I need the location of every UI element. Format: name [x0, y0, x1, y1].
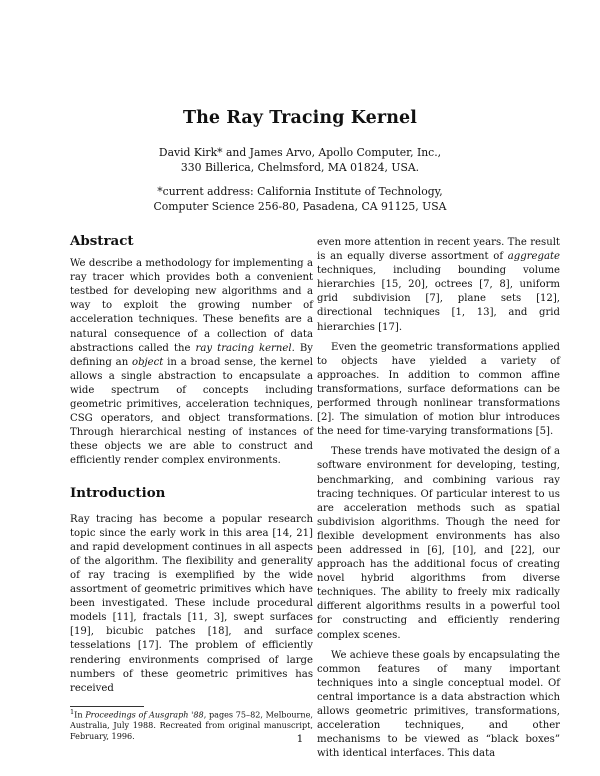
- footnote: $^1$In Proceedings of Ausgraph '88, pages 75–82, Melbourne, Australia, July 1988. Recreated from original manuscript, February, 1996.: [70, 707, 313, 741]
- intro-paragraph-3: These trends have motivated the design of a software environment for developing, testing, benchmarking, and combining various ray tracing techniques. Of particular interest to us are acceleration methods such as spatial subdivision algorithms. Though the need for flexible development environments has also been addressed in [6], [10], and [22], our approach has the additional focus of creating novel hybrid algorithms from diverse techniques. The ability to freely mix radically different algorithms results in a powerful tool for constructing and efficiently rendering complex scenes.: [317, 446, 560, 641]
- intro-paragraph-1: Ray tracing has become a popular research topic since the early work in this area [14, 21] and rapid development continues in all aspects of the algorithm. The flexibility and generality of ray tracing is exemplified by the wide assortment of geometric primitives which have been investigated. These include procedural models [11], fractals [11, 3], swept surfaces [19], bicubic patches [18], and surface tesselations [17]. The problem of efficiently rendering environments comprised of large numbers of these geometric primitives has received: [70, 513, 313, 694]
- intro-paragraph-4: We achieve these goals by encapsulating the common features of many important techniques into a single conceptual model. Of central importance is a data abstraction which allows geometric primitives, transformations, acceleration techniques, and other mechanisms to be viewed as “black boxes” with identical interfaces. This data: [317, 649, 560, 760]
- current-address-line-2: Computer Science 256-80, Pasadena, CA 91125, USA: [153, 199, 447, 213]
- right-column: [317, 236, 560, 761]
- intro-paragraph-2: Even the geometric transformations applied to objects have yielded a variety of approaches. In addition to common affine transformations, surface deformations can be performed through nonlinear transformations [2]. The simulation of motion blur introduces the need for time-varying transformations [5].: [317, 341, 560, 438]
- page-number: 1: [296, 733, 304, 745]
- introduction-heading: Introduction: [70, 484, 166, 501]
- author-names: David Kirk* and James Arvo, Apollo Computer, Inc.,: [158, 146, 442, 159]
- author-address: 330 Billerica, Chelmsford, MA 01824, USA.: [180, 160, 420, 174]
- current-address: *current address: California Institute of Technology,: [157, 185, 443, 198]
- abstract-text: We describe a methodology for implementing a ray tracer which provides both a convenient testbed for developing new algorithms and a way to exploit the growing number of acceleration techniques. These benefits are a natural consequence of a collection of data abstractions called the ray tracing kernel. By defining an object in a broad sense, the kernel allows a single abstraction to encapsulate a wide spectrum of concepts including geometric primitives, acceleration techniques, CSG operators, and object transformations. Through hierarchical nesting of instances of these objects we are able to construct and efficiently render complex environments.: [70, 258, 314, 467]
- author-block: [0, 146, 600, 214]
- abstract-heading: Abstract: [70, 233, 134, 249]
- intro-paragraph-1-continued: even more attention in recent years. The result is an equally diverse assortment of aggregate techniques, including bounding volume hierarchies [15, 20], octrees [7, 8], uniform grid subdivision [7], plane sets [12], directional techniques [1, 13], and grid hierarchies [17].: [317, 237, 560, 333]
- paper-title: The Ray Tracing Kernel: [182, 108, 418, 128]
- left-column: [70, 230, 313, 741]
